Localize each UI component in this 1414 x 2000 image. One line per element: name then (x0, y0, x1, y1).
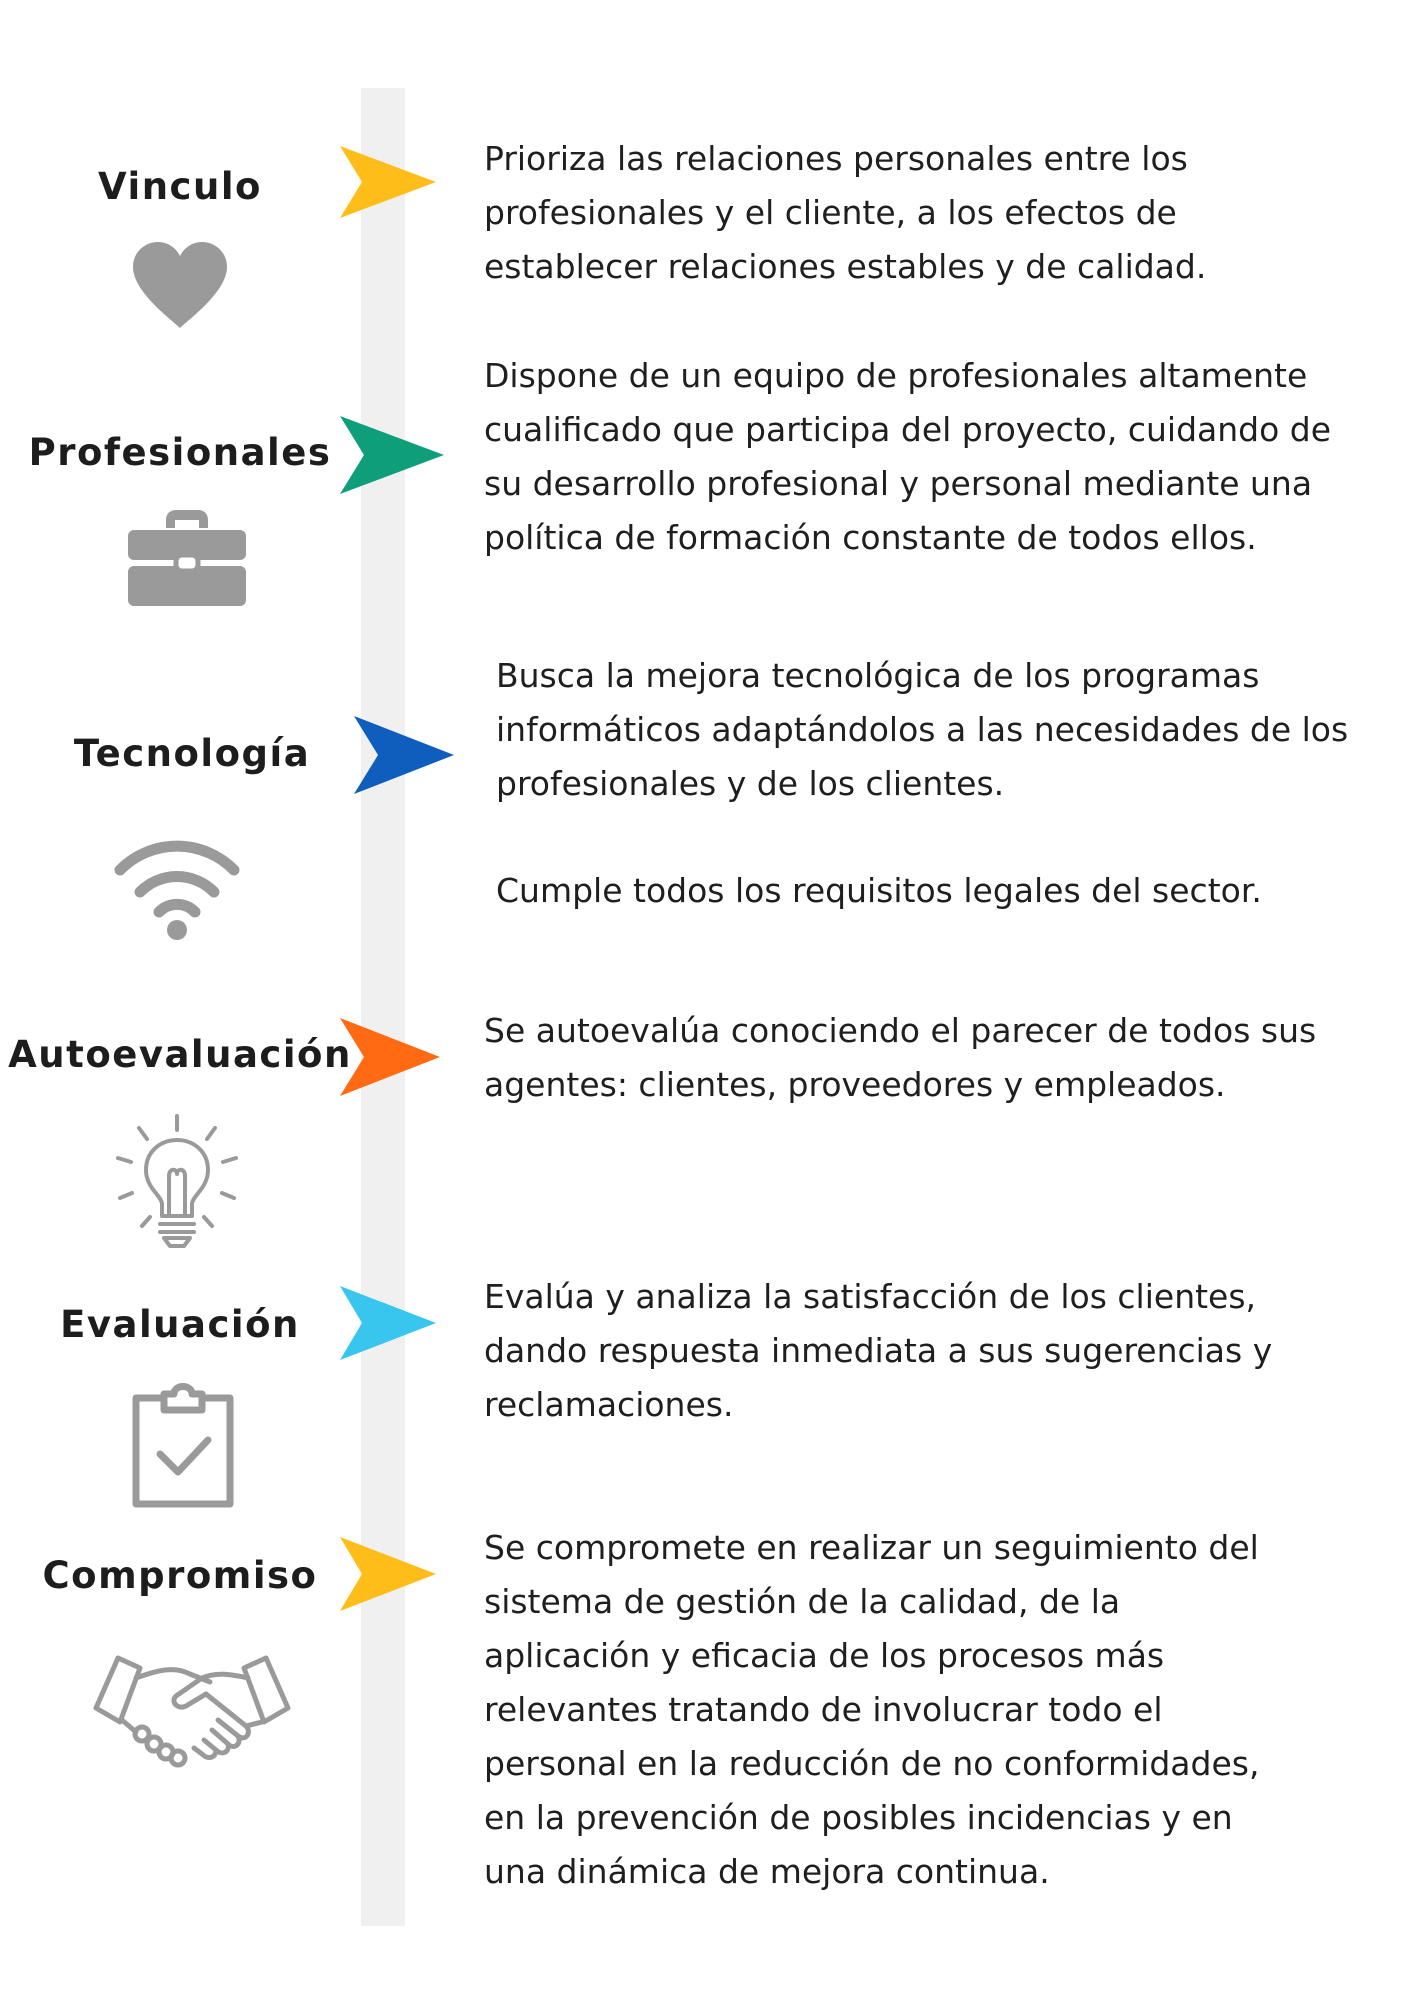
step-description-tecnologia: Busca la mejora tecnológica de los programas informáticos adaptándolos a las necesidades de los profesionales y de los clientes. (496, 656, 1349, 803)
step-title-compromiso: Compromiso (42, 1554, 318, 1597)
step-title-vinculo: Vinculo (98, 165, 262, 208)
arrow-vinculo-shape (340, 146, 436, 218)
arrow-vinculo (338, 144, 438, 220)
step-title-tecnologia: Tecnología (73, 732, 311, 775)
arrow-evaluacion-shape (340, 1286, 436, 1360)
arrow-compromiso (338, 1535, 438, 1613)
step-description-evaluacion: Evalúa y analiza la satisfacción de los clientes, dando respuesta inmediata a sus sugerencias y reclamaciones. (484, 1277, 1273, 1424)
step-title-autoevaluacion: Autoevaluación (8, 1033, 352, 1076)
arrow-compromiso-shape (340, 1537, 436, 1611)
wifi-icon (112, 834, 242, 940)
step-description-compromiso: Se compromete en realizar un seguimiento del sistema de gestión de la calidad, de la aplicación y eficacia de los procesos más relevantes tratando de involucrar todo el personal en la reducción de no conformidades, en la prevención de posibles incidencias y en una dinámica de mejora continua. (484, 1528, 1260, 1891)
arrow-evaluacion (338, 1284, 438, 1362)
step-title-evaluacion: Evaluación (60, 1303, 300, 1346)
heart-icon (130, 240, 230, 330)
timeline-bar (361, 88, 405, 1926)
arrow-autoevaluacion (338, 1016, 442, 1098)
step-title-profesionales: Profesionales (28, 431, 332, 474)
arrow-autoevaluacion-shape (340, 1018, 440, 1096)
step-extra-tecnologia: Cumple todos los requisitos legales del sector. (496, 871, 1262, 910)
arrow-tecnologia (352, 714, 456, 796)
handshake-icon (92, 1650, 292, 1770)
arrow-profesionales-shape (340, 416, 444, 494)
step-description-profesionales: Dispone de un equipo de profesionales altamente cualificado que participa del proyecto, cuidando de su desarrollo profesional y personal mediante una política de formación constante de todos ellos. (484, 356, 1332, 557)
clipboard-check-icon (128, 1380, 238, 1510)
lightbulb-icon (114, 1114, 240, 1254)
arrow-tecnologia-shape (354, 716, 454, 794)
arrow-profesionales (338, 414, 446, 496)
briefcase-icon (126, 508, 248, 608)
step-description-autoevaluacion: Se autoevalúa conociendo el parecer de todos sus agentes: clientes, proveedores y empleados. (484, 1011, 1317, 1104)
step-description-vinculo: Prioriza las relaciones personales entre los profesionales y el cliente, a los efectos de establecer relaciones estables y de calidad. (484, 139, 1207, 286)
